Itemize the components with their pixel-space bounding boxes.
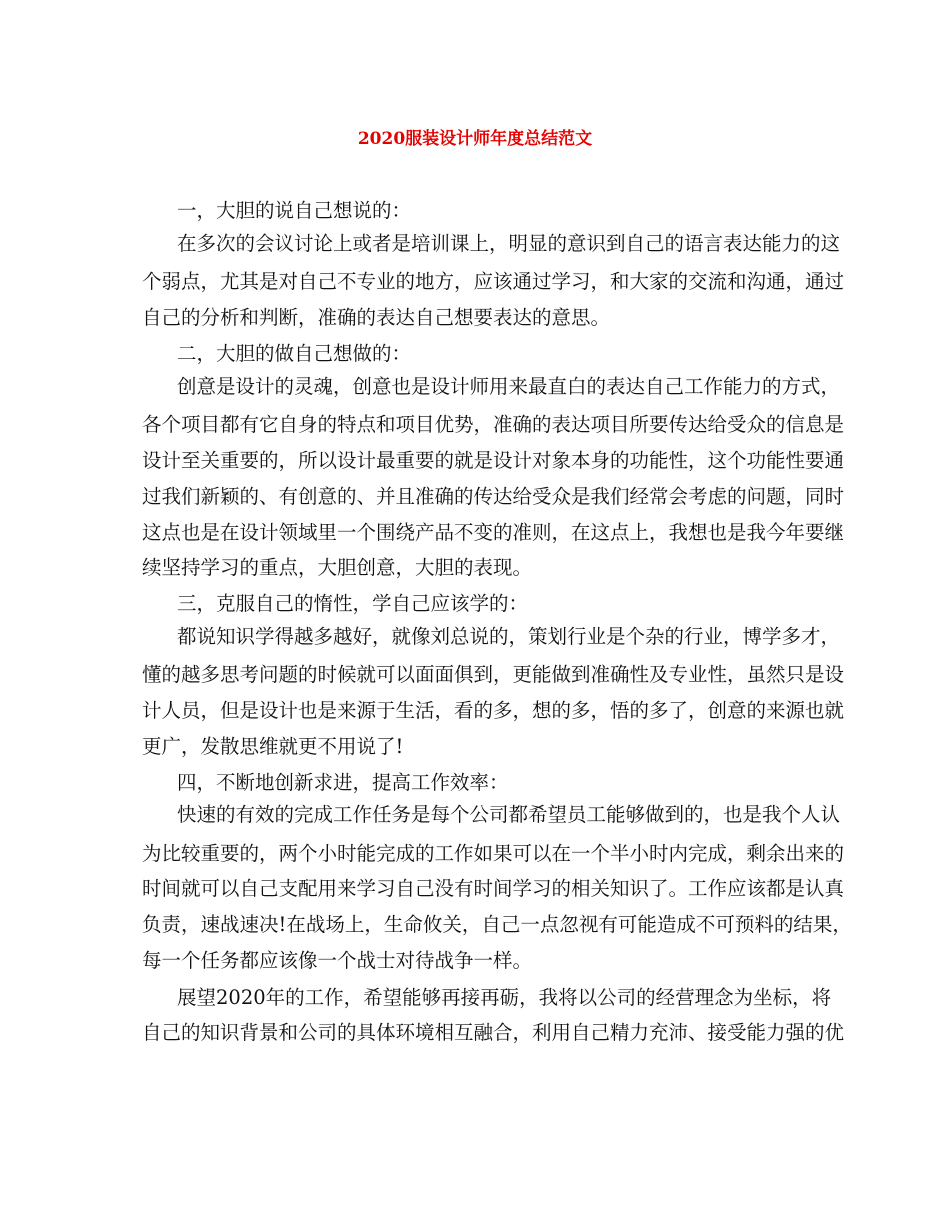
paragraph-line: 过我们新颖的、有创意的、并且准确的传达给受众是我们经常会考虑的问题，同时	[142, 485, 845, 508]
paragraph-line: 设计至关重要的，所以设计最重要的就是设计对象本身的功能性，这个功能性要通	[142, 449, 845, 472]
paragraph-line: 在多次的会议讨论上或者是培训课上，明显的意识到自己的语言表达能力的这	[177, 232, 841, 255]
paragraph-line: 都说知识学得越多越好，就像刘总说的，策划行业是个杂的行业，博学多才，	[177, 625, 841, 648]
paragraph-line: 续坚持学习的重点，大胆创意，大胆的表现。	[142, 556, 533, 579]
heading-two: 二，大胆的做自己想做的：	[177, 342, 412, 365]
paragraph-line: 懂的越多思考问题的时候就可以面面俱到，更能做到准确性及专业性，虽然只是设	[142, 663, 845, 686]
paragraph-line: 个弱点，尤其是对自己不专业的地方，应该通过学习，和大家的交流和沟通，通过	[142, 270, 845, 293]
paragraph-line: 展望2020年的工作，希望能够再接再砺，我将以公司的经营理念为坐标，将	[177, 986, 832, 1009]
paragraph-line: 自己的知识背景和公司的具体环境相互融合，利用自己精力充沛、接受能力强的优	[142, 1021, 845, 1044]
document-title: 2020服装设计师年度总结范文	[357, 129, 593, 149]
paragraph-line: 每一个任务都应该像一个战士对待战争一样。	[142, 949, 533, 972]
paragraph-line: 创意是设计的灵魂，创意也是设计师用来最直白的表达自己工作能力的方式，	[177, 375, 841, 398]
heading-one: 一，大胆的说自己想说的：	[177, 199, 412, 222]
paragraph-line: 自己的分析和判断，准确的表达自己想要表达的意思。	[142, 306, 611, 329]
heading-four: 四，不断地创新求进，提高工作效率：	[177, 771, 509, 794]
paragraph-line: 这点也是在设计领域里一个围绕产品不变的准则，在这点上，我想也是我今年要继	[142, 521, 845, 544]
paragraph-line: 时间就可以自己支配用来学习自己没有时间学习的相关知识了。工作应该都是认真	[142, 877, 845, 900]
paragraph-line: 更广，发散思维就更不用说了!	[142, 735, 404, 758]
paragraph-line: 快速的有效的完成工作任务是每个公司都希望员工能够做到的，也是我个人认	[177, 803, 841, 826]
paragraph-line: 各个项目都有它自身的特点和项目优势，准确的表达项目所要传达给受众的信息是	[142, 413, 845, 436]
paragraph-line: 为比较重要的，两个小时能完成的工作如果可以在一个半小时内完成，剩余出来的	[142, 842, 845, 865]
paragraph-line: 负责，速战速决!在战场上，生命攸关，自己一点忽视有可能造成不可预料的结果，	[142, 913, 852, 936]
heading-three: 三，克服自己的惰性，学自己应该学的：	[177, 592, 529, 615]
paragraph-line: 计人员，但是设计也是来源于生活，看的多，想的多，悟的多了，创意的来源也就	[142, 699, 845, 722]
